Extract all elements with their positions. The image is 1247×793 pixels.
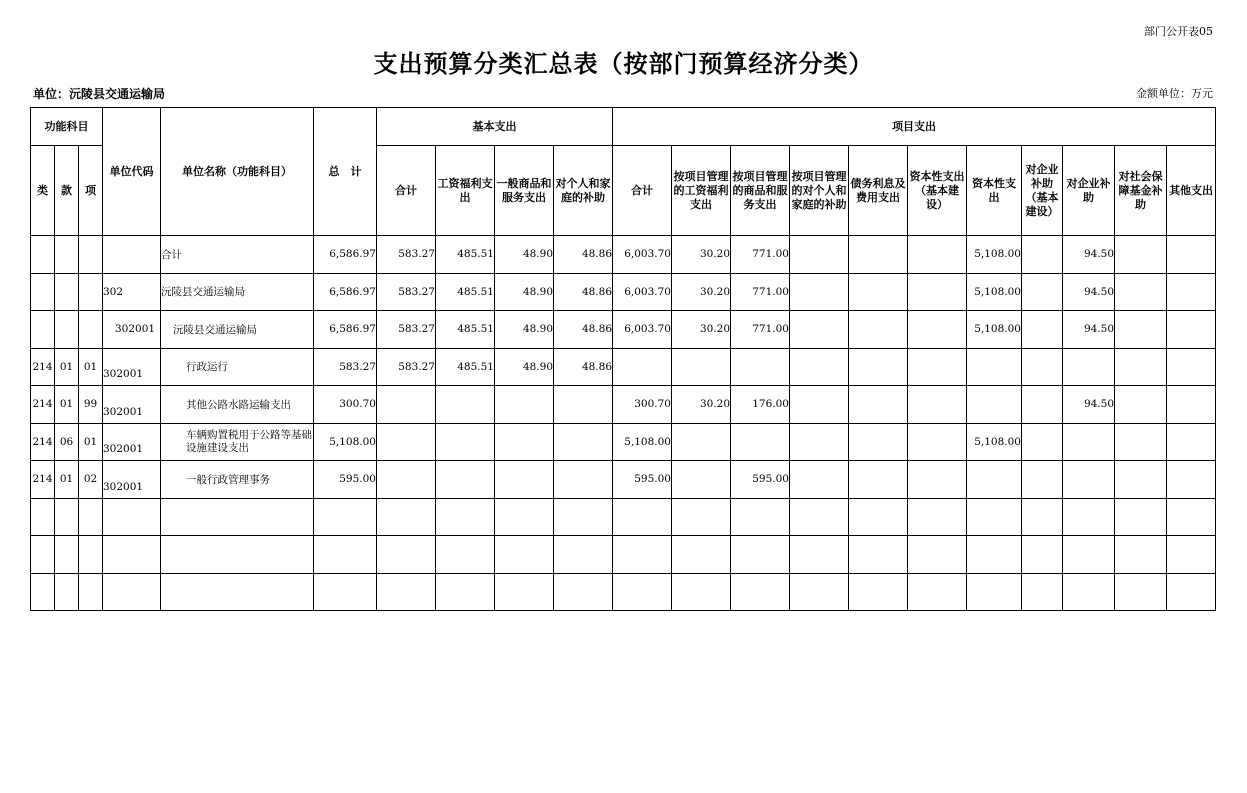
cell-total: 583.27 bbox=[314, 348, 377, 386]
cell-p-social bbox=[1115, 423, 1167, 461]
cell-total: 6,586.97 bbox=[314, 273, 377, 311]
empty-cell bbox=[79, 573, 103, 611]
header-project-enterprise-base: 对企业补助（基本建设） bbox=[1022, 146, 1063, 236]
cell-p-total: 6,003.70 bbox=[613, 236, 672, 274]
empty-cell bbox=[161, 573, 314, 611]
cell-p-capital: 5,108.00 bbox=[967, 311, 1022, 349]
empty-cell bbox=[495, 536, 554, 574]
table-row bbox=[31, 236, 1216, 274]
cell-lei bbox=[31, 273, 55, 311]
table-row bbox=[31, 386, 1216, 424]
empty-cell bbox=[436, 536, 495, 574]
cell-unit-code: 302001 bbox=[103, 461, 161, 499]
cell-b-total: 583.27 bbox=[377, 311, 436, 349]
cell-xiang bbox=[79, 236, 103, 274]
cell-p-total: 595.00 bbox=[613, 461, 672, 499]
cell-b-total bbox=[377, 386, 436, 424]
cell-p-ent-base bbox=[1022, 348, 1063, 386]
cell-xiang: 01 bbox=[79, 348, 103, 386]
cell-lei bbox=[31, 311, 55, 349]
empty-cell bbox=[790, 573, 849, 611]
header-project-wage: 按项目管理的工资福利支出 bbox=[672, 146, 731, 236]
cell-p-capital bbox=[967, 461, 1022, 499]
empty-cell bbox=[849, 498, 908, 536]
header-func-subject: 功能科目 bbox=[31, 108, 103, 146]
cell-xiang: 02 bbox=[79, 461, 103, 499]
empty-cell bbox=[79, 536, 103, 574]
cell-b-goods: 48.90 bbox=[495, 348, 554, 386]
header-basic-wage: 工资福利支出 bbox=[436, 146, 495, 236]
cell-p-wage bbox=[672, 461, 731, 499]
cell-b-total: 583.27 bbox=[377, 273, 436, 311]
empty-cell bbox=[161, 498, 314, 536]
cell-p-personal bbox=[790, 423, 849, 461]
cell-p-ent-base bbox=[1022, 461, 1063, 499]
cell-p-social bbox=[1115, 236, 1167, 274]
cell-p-capital bbox=[967, 348, 1022, 386]
empty-cell bbox=[377, 573, 436, 611]
header-project-personal: 按项目管理的对个人和家庭的补助 bbox=[790, 146, 849, 236]
cell-p-ent bbox=[1063, 348, 1115, 386]
empty-cell bbox=[554, 498, 613, 536]
empty-cell bbox=[1167, 498, 1216, 536]
empty-cell bbox=[1167, 573, 1216, 611]
cell-b-wage: 485.51 bbox=[436, 311, 495, 349]
empty-cell bbox=[55, 536, 79, 574]
cell-xiang bbox=[79, 273, 103, 311]
empty-cell bbox=[613, 573, 672, 611]
empty-cell bbox=[436, 498, 495, 536]
empty-cell bbox=[1115, 536, 1167, 574]
cell-lei: 214 bbox=[31, 386, 55, 424]
empty-cell bbox=[1022, 573, 1063, 611]
header-project-total: 合计 bbox=[613, 146, 672, 236]
cell-b-total bbox=[377, 423, 436, 461]
page-title: 支出预算分类汇总表（按部门预算经济分类） bbox=[373, 50, 874, 78]
cell-p-wage bbox=[672, 348, 731, 386]
header-project-group: 项目支出 bbox=[613, 108, 1216, 146]
cell-p-other bbox=[1167, 461, 1216, 499]
cell-b-goods bbox=[495, 461, 554, 499]
cell-total: 6,586.97 bbox=[314, 311, 377, 349]
cell-b-personal: 48.86 bbox=[554, 311, 613, 349]
header-total: 总 计 bbox=[314, 108, 377, 236]
cell-b-wage bbox=[436, 386, 495, 424]
empty-cell bbox=[1022, 536, 1063, 574]
empty-cell bbox=[731, 498, 790, 536]
empty-cell bbox=[849, 573, 908, 611]
cell-p-capital-base bbox=[908, 348, 967, 386]
cell-b-goods: 48.90 bbox=[495, 236, 554, 274]
cell-unit-code: 302 bbox=[103, 273, 161, 311]
cell-p-ent-base bbox=[1022, 423, 1063, 461]
cell-p-other bbox=[1167, 348, 1216, 386]
header-project-capital: 资本性支出 bbox=[967, 146, 1022, 236]
empty-row bbox=[31, 498, 1216, 536]
cell-b-personal bbox=[554, 386, 613, 424]
cell-p-social bbox=[1115, 311, 1167, 349]
cell-lei bbox=[31, 236, 55, 274]
empty-cell bbox=[967, 536, 1022, 574]
empty-cell bbox=[849, 536, 908, 574]
cell-p-goods: 771.00 bbox=[731, 236, 790, 274]
empty-cell bbox=[55, 573, 79, 611]
empty-cell bbox=[1063, 573, 1115, 611]
empty-cell bbox=[672, 573, 731, 611]
cell-b-wage: 485.51 bbox=[436, 348, 495, 386]
empty-cell bbox=[31, 536, 55, 574]
cell-b-total: 583.27 bbox=[377, 348, 436, 386]
empty-cell bbox=[908, 573, 967, 611]
cell-p-other bbox=[1167, 236, 1216, 274]
cell-b-total bbox=[377, 461, 436, 499]
empty-cell bbox=[613, 498, 672, 536]
unit-label: 单位：沅陵县交通运输局 bbox=[33, 87, 166, 101]
cell-p-wage: 30.20 bbox=[672, 386, 731, 424]
empty-cell bbox=[103, 536, 161, 574]
header-basic-group: 基本支出 bbox=[377, 108, 613, 146]
cell-p-goods bbox=[731, 348, 790, 386]
header-basic-personal: 对个人和家庭的补助 bbox=[554, 146, 613, 236]
cell-xiang: 01 bbox=[79, 423, 103, 461]
cell-p-capital-base bbox=[908, 273, 967, 311]
empty-cell bbox=[790, 498, 849, 536]
header-project-debt: 债务利息及费用支出 bbox=[849, 146, 908, 236]
header-lei: 类 bbox=[31, 146, 55, 236]
cell-p-personal bbox=[790, 348, 849, 386]
cell-p-ent: 94.50 bbox=[1063, 236, 1115, 274]
cell-p-debt bbox=[849, 273, 908, 311]
cell-p-ent-base bbox=[1022, 386, 1063, 424]
empty-cell bbox=[1167, 536, 1216, 574]
cell-b-personal: 48.86 bbox=[554, 348, 613, 386]
header-basic-goods: 一般商品和服务支出 bbox=[495, 146, 554, 236]
empty-cell bbox=[554, 573, 613, 611]
cell-p-wage: 30.20 bbox=[672, 273, 731, 311]
cell-unit-name: 一般行政管理事务 bbox=[161, 461, 314, 499]
cell-p-ent: 94.50 bbox=[1063, 273, 1115, 311]
header-project-goods: 按项目管理的商品和服务支出 bbox=[731, 146, 790, 236]
cell-b-goods: 48.90 bbox=[495, 311, 554, 349]
amount-unit: 金额单位：万元 bbox=[1136, 87, 1213, 100]
cell-xiang: 99 bbox=[79, 386, 103, 424]
empty-cell bbox=[31, 573, 55, 611]
cell-p-wage: 30.20 bbox=[672, 236, 731, 274]
cell-p-wage bbox=[672, 423, 731, 461]
budget-table bbox=[30, 107, 1216, 611]
cell-p-total: 6,003.70 bbox=[613, 311, 672, 349]
cell-p-personal bbox=[790, 236, 849, 274]
empty-cell bbox=[377, 536, 436, 574]
empty-cell bbox=[55, 498, 79, 536]
cell-unit-name: 合计 bbox=[161, 236, 314, 274]
empty-row bbox=[31, 536, 1216, 574]
cell-unit-name: 行政运行 bbox=[161, 348, 314, 386]
cell-unit-code: 302001 bbox=[103, 311, 161, 349]
cell-p-capital-base bbox=[908, 386, 967, 424]
cell-unit-name: 沅陵县交通运输局 bbox=[161, 311, 314, 349]
header-project-enterprise: 对企业补助 bbox=[1063, 146, 1115, 236]
table-row bbox=[31, 311, 1216, 349]
cell-p-total: 5,108.00 bbox=[613, 423, 672, 461]
empty-cell bbox=[495, 498, 554, 536]
header-unit-name: 单位名称（功能科目） bbox=[161, 108, 314, 236]
form-number: 部门公开表05 bbox=[1144, 25, 1213, 38]
empty-cell bbox=[436, 573, 495, 611]
cell-p-ent-base bbox=[1022, 311, 1063, 349]
empty-cell bbox=[495, 573, 554, 611]
empty-cell bbox=[103, 498, 161, 536]
cell-p-personal bbox=[790, 311, 849, 349]
empty-cell bbox=[967, 573, 1022, 611]
cell-b-goods bbox=[495, 386, 554, 424]
cell-p-debt bbox=[849, 423, 908, 461]
cell-total: 5,108.00 bbox=[314, 423, 377, 461]
cell-p-capital-base bbox=[908, 236, 967, 274]
empty-row bbox=[31, 573, 1216, 611]
cell-p-other bbox=[1167, 386, 1216, 424]
cell-p-capital-base bbox=[908, 311, 967, 349]
cell-p-goods: 176.00 bbox=[731, 386, 790, 424]
empty-cell bbox=[1063, 536, 1115, 574]
cell-p-capital: 5,108.00 bbox=[967, 273, 1022, 311]
cell-unit-name: 车辆购置税用于公路等基础设施建设支出 bbox=[161, 423, 314, 461]
cell-kuan: 01 bbox=[55, 461, 79, 499]
empty-cell bbox=[314, 536, 377, 574]
cell-b-personal: 48.86 bbox=[554, 273, 613, 311]
cell-p-capital-base bbox=[908, 423, 967, 461]
cell-kuan: 01 bbox=[55, 348, 79, 386]
empty-cell bbox=[103, 573, 161, 611]
empty-cell bbox=[731, 536, 790, 574]
empty-cell bbox=[161, 536, 314, 574]
empty-cell bbox=[1022, 498, 1063, 536]
cell-b-goods: 48.90 bbox=[495, 273, 554, 311]
cell-kuan bbox=[55, 273, 79, 311]
empty-cell bbox=[790, 536, 849, 574]
empty-cell bbox=[672, 498, 731, 536]
empty-cell bbox=[377, 498, 436, 536]
cell-p-ent: 94.50 bbox=[1063, 386, 1115, 424]
cell-p-ent: 94.50 bbox=[1063, 311, 1115, 349]
empty-cell bbox=[672, 536, 731, 574]
empty-cell bbox=[1115, 498, 1167, 536]
cell-p-debt bbox=[849, 348, 908, 386]
empty-cell bbox=[1063, 498, 1115, 536]
cell-p-goods: 595.00 bbox=[731, 461, 790, 499]
cell-p-ent-base bbox=[1022, 273, 1063, 311]
cell-unit-code: 302001 bbox=[103, 423, 161, 461]
cell-p-debt bbox=[849, 386, 908, 424]
table-row bbox=[31, 461, 1216, 499]
empty-cell bbox=[31, 498, 55, 536]
cell-b-personal bbox=[554, 461, 613, 499]
header-project-capital-base: 资本性支出（基本建设） bbox=[908, 146, 967, 236]
cell-p-total bbox=[613, 348, 672, 386]
cell-lei: 214 bbox=[31, 423, 55, 461]
cell-unit-name: 沅陵县交通运输局 bbox=[161, 273, 314, 311]
header-xiang: 项 bbox=[79, 146, 103, 236]
cell-b-wage: 485.51 bbox=[436, 273, 495, 311]
cell-p-social bbox=[1115, 461, 1167, 499]
empty-cell bbox=[314, 498, 377, 536]
cell-b-total: 583.27 bbox=[377, 236, 436, 274]
cell-p-capital-base bbox=[908, 461, 967, 499]
cell-unit-code: 302001 bbox=[103, 386, 161, 424]
empty-cell bbox=[613, 536, 672, 574]
cell-total: 300.70 bbox=[314, 386, 377, 424]
cell-p-debt bbox=[849, 236, 908, 274]
cell-p-personal bbox=[790, 386, 849, 424]
cell-p-goods bbox=[731, 423, 790, 461]
empty-cell bbox=[731, 573, 790, 611]
table-row bbox=[31, 423, 1216, 461]
empty-cell bbox=[79, 498, 103, 536]
empty-cell bbox=[967, 498, 1022, 536]
cell-p-other bbox=[1167, 423, 1216, 461]
header-kuan: 款 bbox=[55, 146, 79, 236]
cell-p-social bbox=[1115, 386, 1167, 424]
cell-p-ent bbox=[1063, 423, 1115, 461]
cell-total: 595.00 bbox=[314, 461, 377, 499]
header-basic-total: 合计 bbox=[377, 146, 436, 236]
cell-p-debt bbox=[849, 311, 908, 349]
cell-total: 6,586.97 bbox=[314, 236, 377, 274]
cell-p-capital: 5,108.00 bbox=[967, 423, 1022, 461]
cell-p-ent bbox=[1063, 461, 1115, 499]
empty-cell bbox=[908, 536, 967, 574]
cell-kuan: 01 bbox=[55, 386, 79, 424]
empty-cell bbox=[1115, 573, 1167, 611]
cell-b-personal bbox=[554, 423, 613, 461]
cell-p-social bbox=[1115, 273, 1167, 311]
cell-p-goods: 771.00 bbox=[731, 273, 790, 311]
cell-p-capital bbox=[967, 386, 1022, 424]
cell-p-ent-base bbox=[1022, 236, 1063, 274]
cell-unit-code: 302001 bbox=[103, 348, 161, 386]
cell-kuan: 06 bbox=[55, 423, 79, 461]
cell-p-goods: 771.00 bbox=[731, 311, 790, 349]
cell-p-personal bbox=[790, 461, 849, 499]
empty-cell bbox=[908, 498, 967, 536]
cell-p-personal bbox=[790, 273, 849, 311]
cell-unit-code bbox=[103, 236, 161, 274]
cell-unit-name: 其他公路水路运输支出 bbox=[161, 386, 314, 424]
cell-p-total: 300.70 bbox=[613, 386, 672, 424]
cell-b-wage bbox=[436, 423, 495, 461]
cell-kuan bbox=[55, 236, 79, 274]
cell-p-social bbox=[1115, 348, 1167, 386]
cell-p-total: 6,003.70 bbox=[613, 273, 672, 311]
header-unit-code: 单位代码 bbox=[103, 108, 161, 236]
empty-cell bbox=[314, 573, 377, 611]
cell-p-debt bbox=[849, 461, 908, 499]
header-project-social: 对社会保障基金补助 bbox=[1115, 146, 1167, 236]
cell-lei: 214 bbox=[31, 461, 55, 499]
cell-b-personal: 48.86 bbox=[554, 236, 613, 274]
table-row bbox=[31, 348, 1216, 386]
cell-b-wage bbox=[436, 461, 495, 499]
cell-kuan bbox=[55, 311, 79, 349]
header-project-other: 其他支出 bbox=[1167, 146, 1216, 236]
empty-cell bbox=[554, 536, 613, 574]
cell-p-other bbox=[1167, 273, 1216, 311]
cell-b-wage: 485.51 bbox=[436, 236, 495, 274]
cell-xiang bbox=[79, 311, 103, 349]
cell-p-capital: 5,108.00 bbox=[967, 236, 1022, 274]
table-row bbox=[31, 273, 1216, 311]
cell-p-wage: 30.20 bbox=[672, 311, 731, 349]
cell-lei: 214 bbox=[31, 348, 55, 386]
cell-b-goods bbox=[495, 423, 554, 461]
cell-p-other bbox=[1167, 311, 1216, 349]
